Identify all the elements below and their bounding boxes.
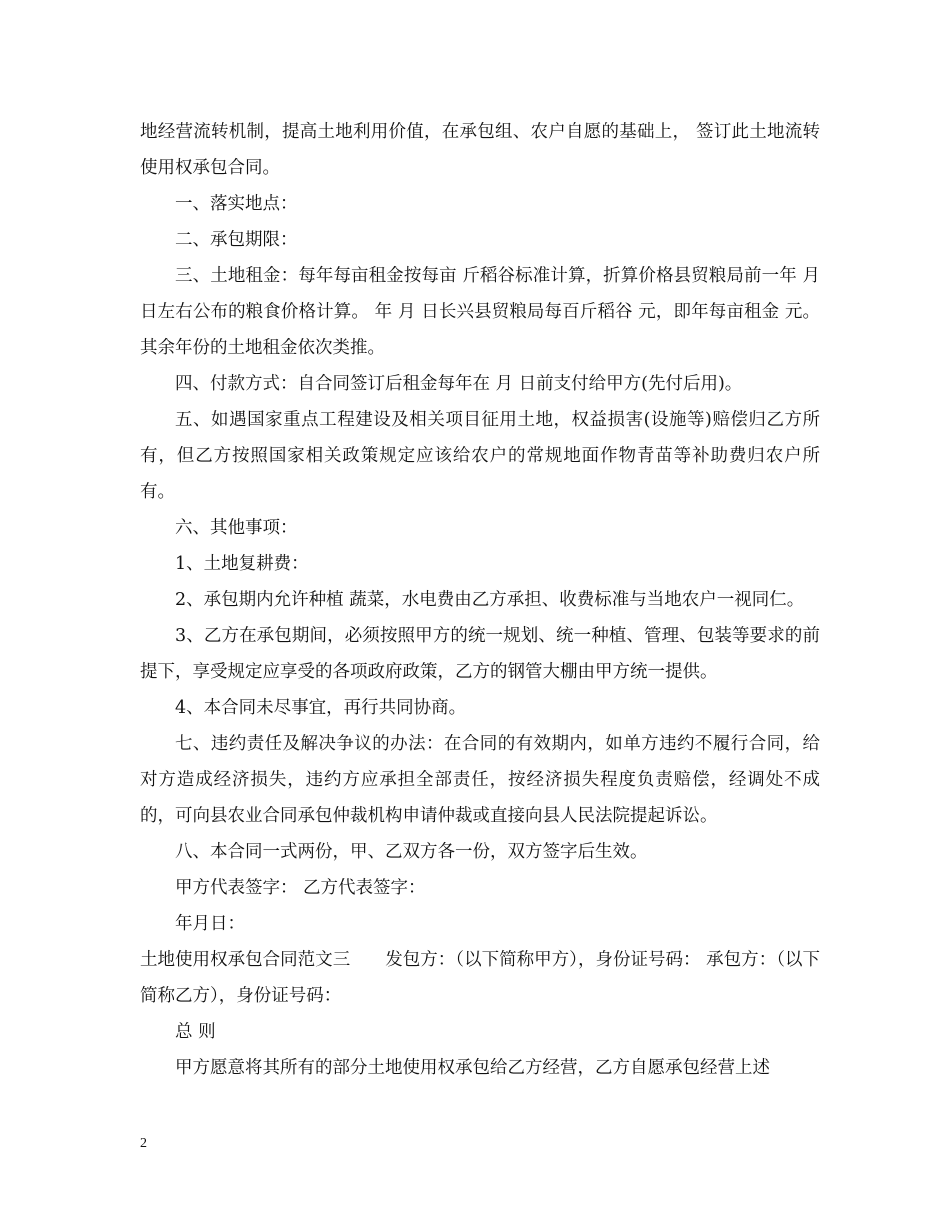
paragraph-7: 六、其他事项： <box>175 518 298 538</box>
paragraph-14: 甲方代表签字： 乙方代表签字： <box>175 878 426 898</box>
paragraph-5: 四、付款方式：自合同签订后租金每年在 月 日前支付给甲方(先付后用)。 <box>175 374 743 394</box>
document-body <box>140 114 820 1086</box>
paragraph-15: 年月日： <box>175 914 245 934</box>
paragraph-12: 七、违约责任及解决争议的办法：在合同的有效期内，如单方违约不履行合同，给对方造成经济损失，违约方应承担全部责任，按经济损失程度负责赔偿，经调处不成的，可向县农业合同承包仲裁机构申请仲裁或直接向县人民法院提起诉讼。 <box>140 734 820 826</box>
paragraph-8: 1、土地复耕费： <box>175 554 309 574</box>
paragraph-3: 二、承包期限： <box>175 230 298 250</box>
paragraph-6: 五、如遇国家重点工程建设及相关项目征用土地，权益损害(设施等)赔偿归乙方所有，但乙方按照国家相关政策规定应该给农户的常规地面作物青苗等补助费归农户所有。 <box>140 410 820 502</box>
paragraph-16: 土地使用权承包合同范文三 发包方：（以下简称甲方），身份证号码： 承包方：（以下简称乙方），身份证号码： <box>140 950 820 1006</box>
paragraph-2: 一、落实地点： <box>175 194 298 214</box>
paragraph-1: 地经营流转机制，提高土地利用价值，在承包组、农户自愿的基础上， 签订此土地流转使用权承包合同。 <box>140 122 820 178</box>
paragraph-4: 三、土地租金：每年每亩租金按每亩 斤稻谷标准计算，折算价格县贸粮局前一年 月 日左右公布的粮食价格计算。 年 月 日长兴县贸粮局每百斤稻谷 元，即年每亩租金 元。其余年份的土地租金依次类推。 <box>140 266 820 358</box>
paragraph-9: 2、承包期内允许种植 蔬菜，水电费由乙方承担、收费标准与当地农户一视同仁。 <box>175 590 805 610</box>
paragraph-10: 3、乙方在承包期间，必须按照甲方的统一规划、统一种植、管理、包装等要求的前提下，享受规定应享受的各项政府政策，乙方的钢管大棚由甲方统一提供。 <box>140 626 820 682</box>
paragraph-13: 八、本合同一式两份，甲、乙双方各一份，双方签字后生效。 <box>175 842 648 862</box>
paragraph-17: 总 则 <box>175 1022 216 1042</box>
paragraph-11: 4、本合同未尽事宜，再行共同协商。 <box>175 698 467 718</box>
page-number: 2 <box>140 1136 147 1151</box>
paragraph-18: 甲方愿意将其所有的部分土地使用权承包给乙方经营，乙方自愿承包经营上述 <box>175 1058 770 1078</box>
